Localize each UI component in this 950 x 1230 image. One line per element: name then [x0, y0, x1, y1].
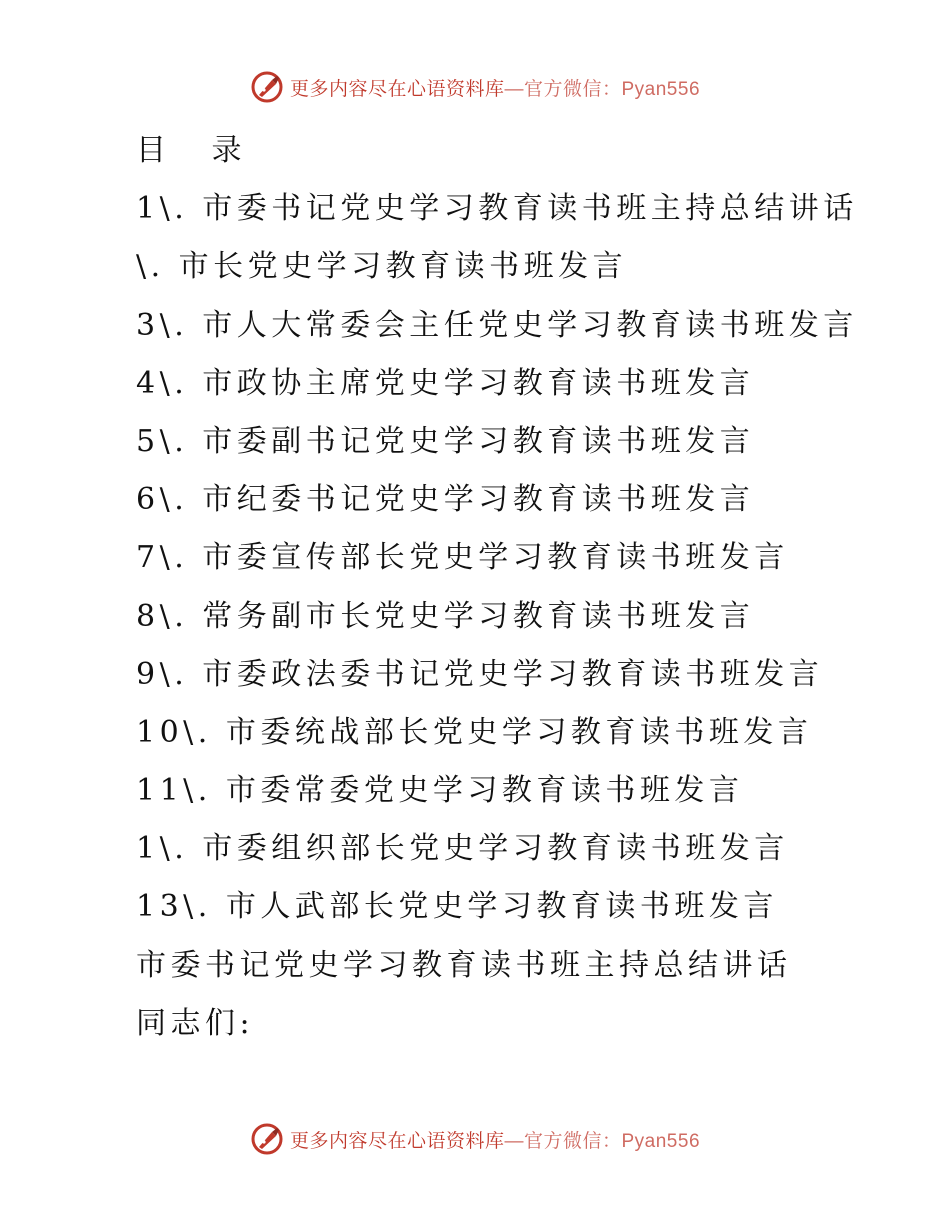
- footer-watermark: [0, 1122, 950, 1156]
- toc-item: 1\. 市委书记党史学习教育读书班主持总结讲话: [136, 191, 858, 227]
- header-watermark: [0, 70, 950, 104]
- toc-item: 4\. 市政协主席党史学习教育读书班发言: [136, 365, 755, 401]
- watermark-main: 更多内容尽在心语资料库: [289, 77, 505, 100]
- toc-item: 1\. 市委组织部长党史学习教育读书班发言: [136, 831, 789, 867]
- toc-item: 7\. 市委宣传部长党史学习教育读书班发言: [136, 540, 789, 576]
- document-body: [136, 122, 936, 1053]
- toc-item: \. 市长党史学习教育读书班发言: [136, 249, 628, 285]
- watermark-text: [290, 74, 700, 101]
- toc-item: 8\. 常务副市长党史学习教育读书班发言: [136, 598, 755, 634]
- watermark-tail: —官方微信：Pyan556: [504, 78, 701, 100]
- toc-item: 6\. 市纪委书记党史学习教育读书班发言: [136, 482, 755, 518]
- watermark-text: [290, 1126, 700, 1153]
- pen-nib-seal-icon: [250, 1122, 284, 1156]
- toc-item: 9\. 市委政法委书记党史学习教育读书班发言: [136, 656, 824, 692]
- toc-item: 11\. 市委常委党史学习教育读书班发言: [136, 773, 744, 809]
- watermark-main: 更多内容尽在心语资料库: [289, 1129, 505, 1152]
- toc-item: 5\. 市委副书记党史学习教育读书班发言: [136, 423, 755, 459]
- toc-item: 3\. 市人大常委会主任党史学习教育读书班发言: [136, 307, 858, 343]
- salutation: 同志们:: [136, 1005, 255, 1041]
- pen-nib-seal-icon: [250, 70, 284, 104]
- toc-title: 目 录: [136, 133, 260, 168]
- toc-item: 13\. 市人武部长党史学习教育读书班发言: [136, 889, 778, 925]
- section-title: 市委书记党史学习教育读书班主持总结讲话: [136, 947, 792, 983]
- watermark-tail: —官方微信：Pyan556: [504, 1130, 701, 1152]
- toc-item: 10\. 市委统战部长党史学习教育读书班发言: [136, 714, 813, 750]
